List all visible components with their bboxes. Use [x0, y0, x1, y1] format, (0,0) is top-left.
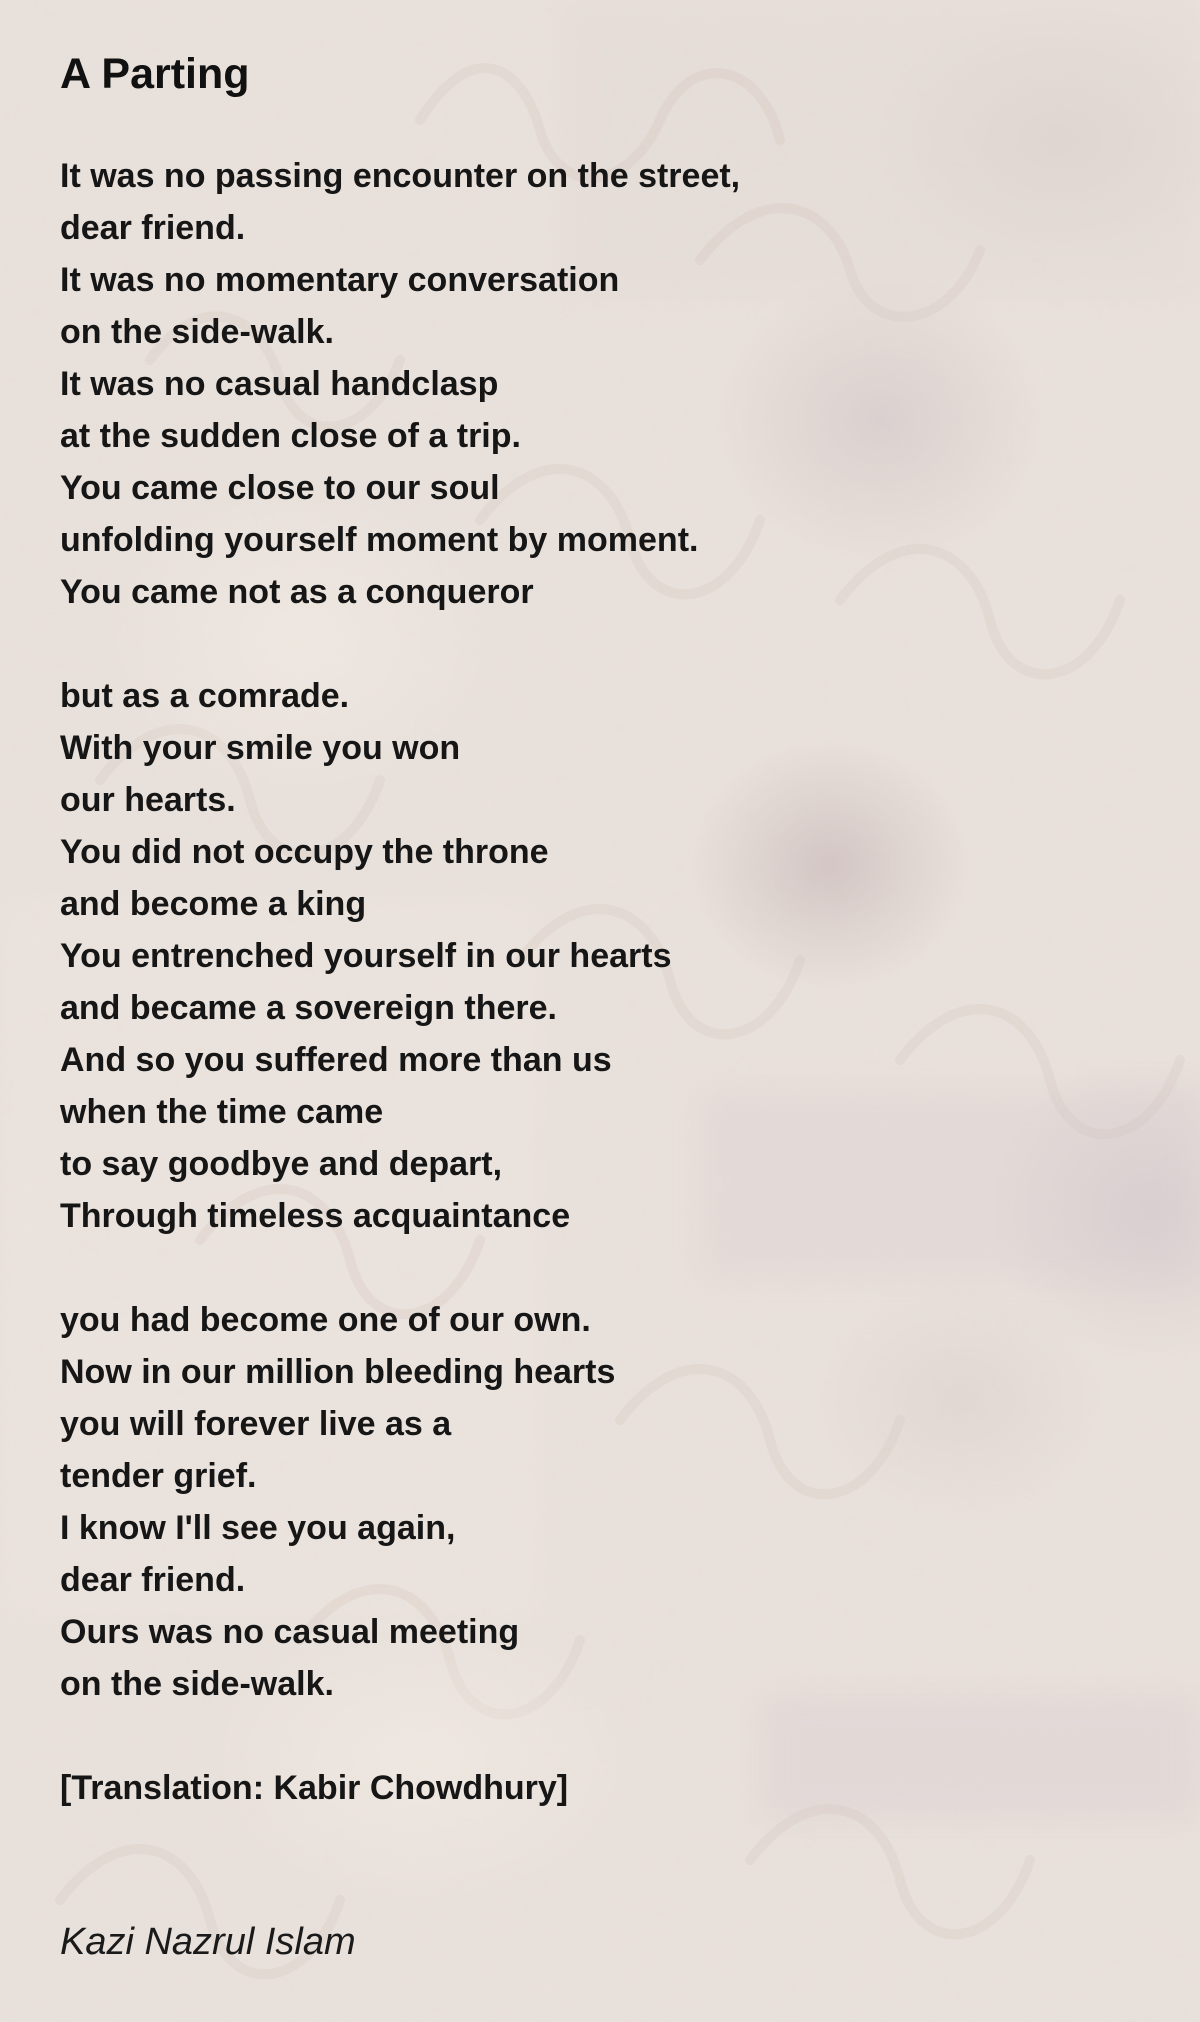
poem-title: A Parting [60, 50, 250, 98]
poem-line: our hearts. [60, 781, 236, 819]
poem-line: You came close to our soul [60, 469, 500, 507]
poem-line: Ours was no casual meeting [60, 1613, 520, 1651]
poem-line: You did not occupy the throne [60, 833, 549, 871]
poem-author: Kazi Nazrul Islam [60, 1921, 356, 1963]
poem-line: tender grief. [60, 1457, 257, 1495]
poem-line: dear friend. [60, 209, 246, 247]
stanza [60, 1294, 1160, 1710]
poem-line: It was no momentary conversation [60, 261, 620, 299]
poem-line: Now in our million bleeding hearts [60, 1353, 616, 1391]
poem-line: It was no casual handclasp [60, 365, 499, 403]
poem-line: and became a sovereign there. [60, 989, 557, 1027]
poem-line: and become a king [60, 885, 367, 923]
poem-line: unfolding yourself moment by moment. [60, 521, 699, 559]
poem-line: on the side-walk. [60, 1665, 334, 1703]
poem-line: but as a comrade. [60, 677, 350, 715]
poem-line: And so you suffered more than us [60, 1041, 612, 1079]
poem-line: dear friend. [60, 1561, 246, 1599]
translation-note: [Translation: Kabir Chowdhury] [60, 1769, 569, 1807]
poem-body [60, 150, 1160, 1710]
poem-line: to say goodbye and depart, [60, 1145, 503, 1183]
stanza [60, 150, 1160, 618]
poem-line: I know I'll see you again, [60, 1509, 456, 1547]
poem-line: You entrenched yourself in our hearts [60, 937, 672, 975]
poem-line: you will forever live as a [60, 1405, 452, 1443]
stanza [60, 670, 1160, 1242]
poem-line: when the time came [60, 1093, 384, 1131]
poem-line: Through timeless acquaintance [60, 1197, 571, 1235]
poem-line: on the side-walk. [60, 313, 334, 351]
poem-line: You came not as a conqueror [60, 573, 534, 611]
poem-line: at the sudden close of a trip. [60, 417, 521, 455]
poem-line: It was no passing encounter on the street, [60, 157, 741, 195]
poem-line: you had become one of our own. [60, 1301, 591, 1339]
poem-line: With your smile you won [60, 729, 461, 767]
